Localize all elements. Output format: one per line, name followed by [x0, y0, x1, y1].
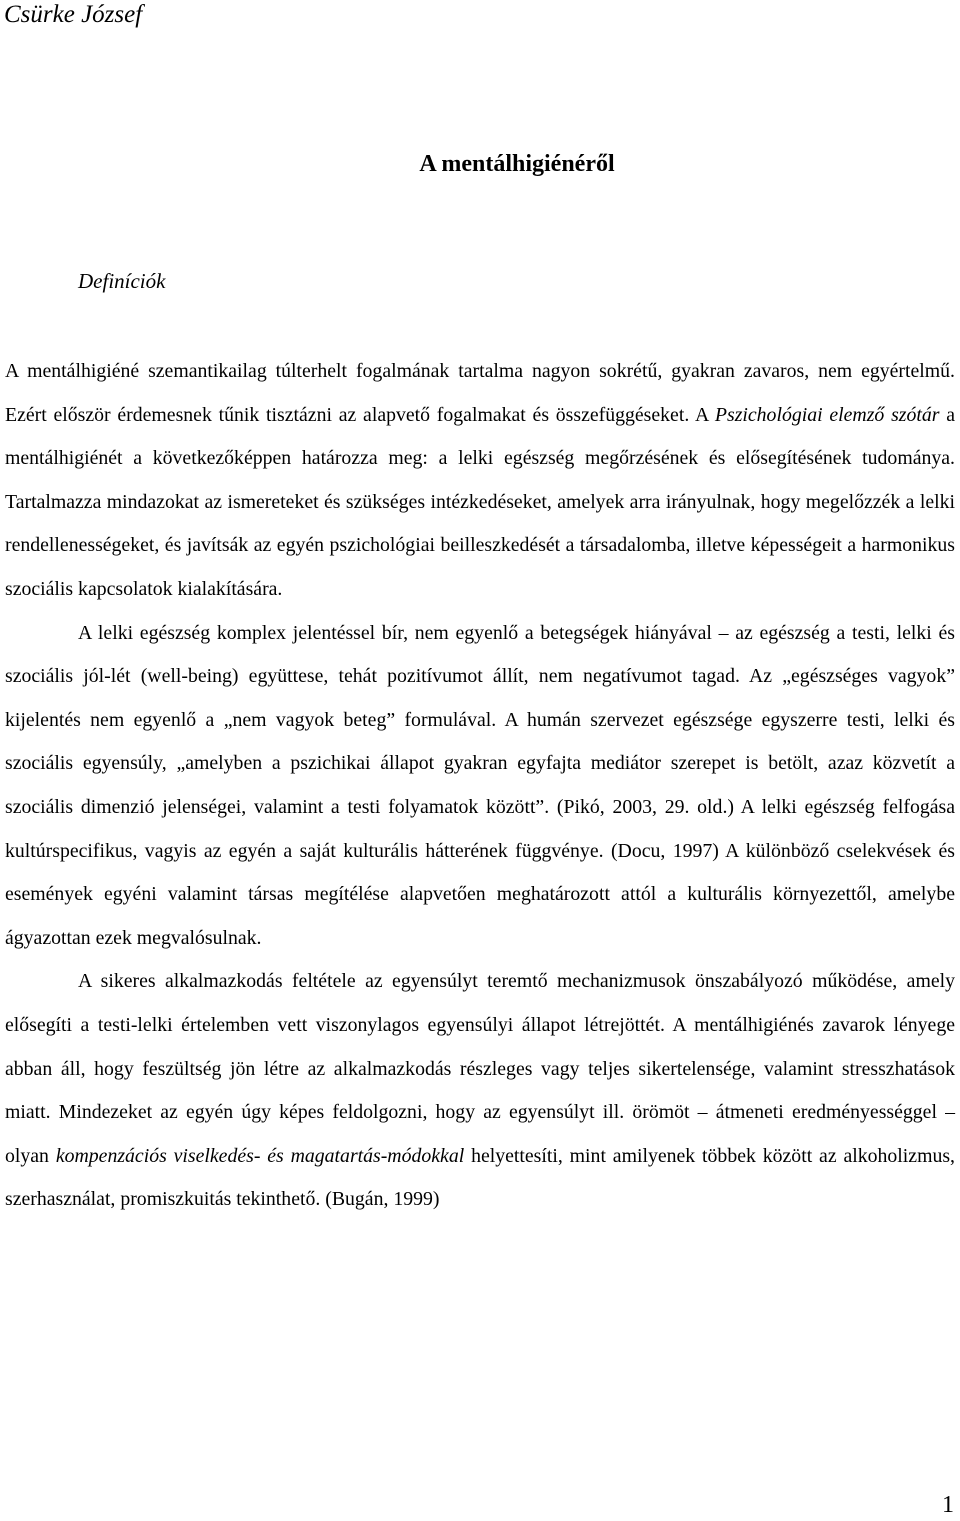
body-text — [5, 350, 955, 1222]
paragraph-3-text-start: A sikeres alkalmazkodás feltétele az egyensúlyt teremtő mechanizmusok önszabályozó működése, amely elősegíti a testi-lelki értelemben vett viszonylagos egyensúlyi állapot létrejöttét. A mentálhigiénés zavarok lényege abban áll, hogy feszültség jön létre az alkalmazkodás részleges vagy teljes sikertelensége, valamint stresszhatások miatt. Mindezeket az egyén úgy képes feldolgozni, hogy az egyensúlyt ill. örömöt – átmeneti eredményességgel – olyan — [5, 970, 955, 1167]
section-subtitle: Definíciók — [78, 269, 166, 293]
paragraph-1-text-end: a mentálhigiénét a következőképpen határozza meg: a lelki egészség megőrzésének és elősegítésének tudománya. Tartalmazza mindazokat az ismereteket és szükséges intézkedéseket, amelyek arra irányulnak, hogy megelőzzék a lelki rendellenességeket, és javítsák az egyén pszichológiai beilleszkedését a társadalomba, illetve képességeit a harmonikus szociális kapcsolatok kialakítására. — [5, 403, 955, 600]
paragraph-3 — [5, 960, 955, 1222]
paragraph-1-text-start: A mentálhigiéné szemantikailag túlterhelt fogalmának tartalma nagyon sokrétű, gyakran zavaros, nem egyértelmű. Ezért először érdemesnek tűnik tisztázni az alapvető fogalmakat és összefüggéseket. A — [5, 360, 955, 426]
book-title-emphasis: Pszichológiai elemző szótár — [714, 403, 940, 426]
page-number: 1 — [942, 1492, 954, 1518]
page-title: A mentálhigiénéről — [419, 151, 615, 177]
paragraph-1 — [5, 350, 955, 612]
paragraph-2: A lelki egészség komplex jelentéssel bír, nem egyenlő a betegségek hiányával – az egészség a testi, lelki és szociális jól-lét (well-being) együttese, tehát pozitívumot állít, nem negatívumot tagad. Az „egészséges vagyok” kijelentés nem egyenlő a „nem vagyok beteg” formulával. A humán szervezet egészsége egyszerre testi, lelki és szociális egyensúly, „amelyben a pszichikai állapot gyakran egyfajta mediátor szerepet is betölt, azaz közvetít a szociális dimenzió jelenségei, valamint a testi folyamatok között”. (Pikó, 2003, 29. old.) A lelki egészség felfogása kultúrspecifikus, vagyis az egyén a saját kulturális hátterének függvénye. (Docu, 1997) A különböző cselekvések és események egyéni valamint társas megítélése alapvetően meghatározott attól a kulturális környezettől, amelybe ágyazottan ezek megvalósulnak. — [5, 621, 955, 949]
author-name: Csürke József — [4, 1, 143, 28]
paragraph-3-text-end: helyettesíti, mint amilyenek többek között az alkoholizmus, szerhasználat, promiszkuitás tekinthető. (Bugán, 1999) — [5, 1144, 955, 1211]
compensation-emphasis: kompenzációs viselkedés- és magatartás-módokkal — [55, 1144, 465, 1167]
